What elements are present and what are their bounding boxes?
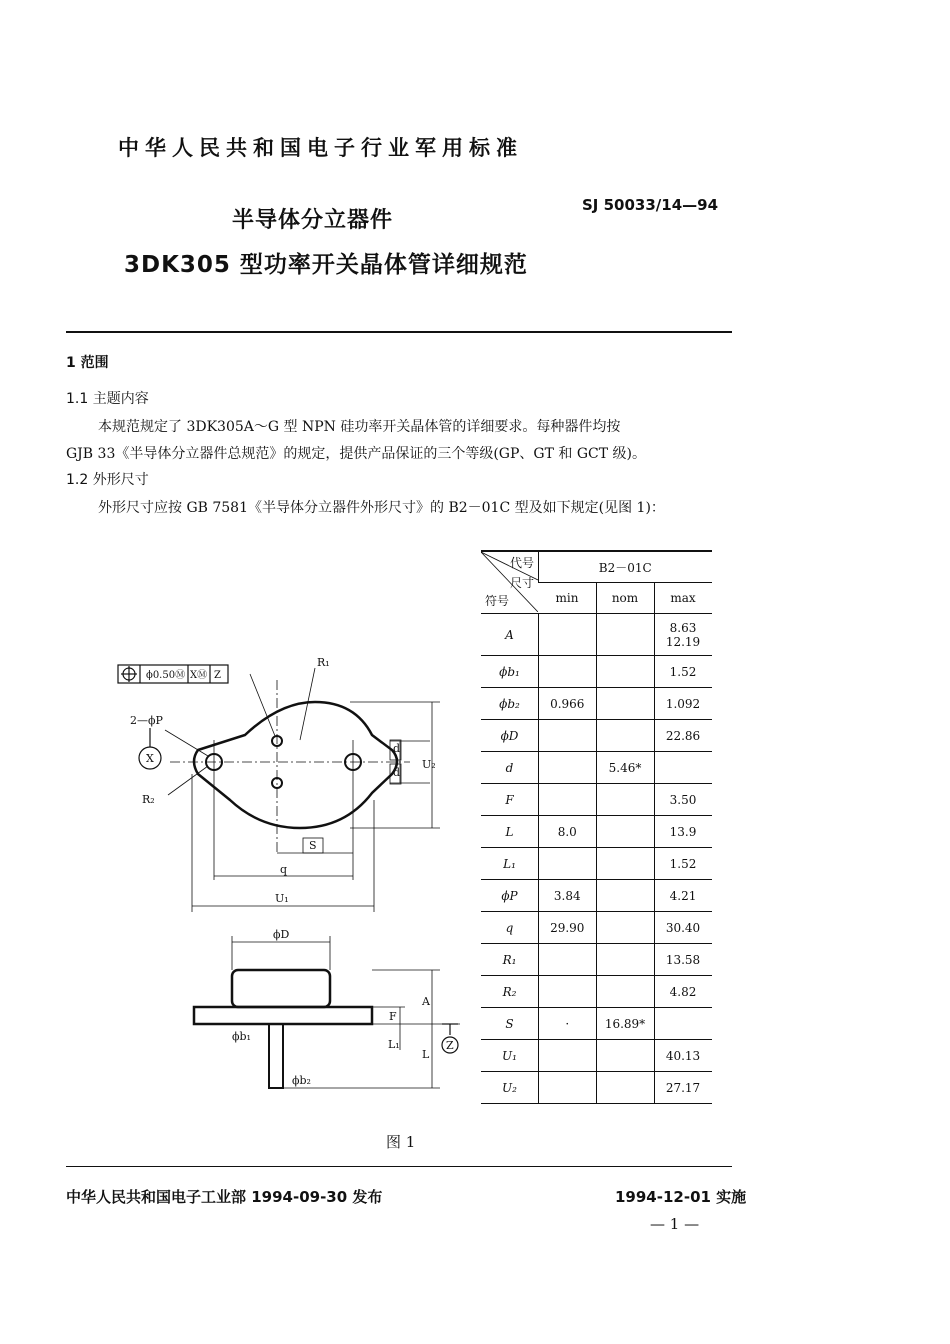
cell-max: 13.9	[654, 816, 712, 848]
cell-min: ·	[539, 1008, 597, 1040]
tolerance-datum: Z	[214, 670, 221, 681]
cell-sym: L	[481, 816, 539, 848]
cell-max: 3.50	[654, 784, 712, 816]
cell-max: 1.52	[654, 848, 712, 880]
package-outline-figure	[110, 640, 480, 1100]
cell-max	[654, 752, 712, 784]
cell-nom	[596, 912, 654, 944]
package-lead	[269, 1024, 283, 1088]
cell-max: 22.86	[654, 720, 712, 752]
package-top-view	[194, 702, 397, 828]
label-d-upper: d	[393, 742, 401, 755]
cell-min	[539, 614, 597, 656]
cell-sym: ϕb₂	[481, 688, 539, 720]
publish-info: 中华人民共和国电子工业部 1994-09-30 发布	[66, 1188, 383, 1206]
label-U2: U₂	[422, 758, 436, 771]
label-R1: R₁	[317, 656, 330, 669]
cell-max	[654, 1008, 712, 1040]
cell-max: 30.40	[654, 912, 712, 944]
label-R2: R₂	[142, 793, 155, 806]
cell-min: 3.84	[539, 880, 597, 912]
cell-max-line2: 12.19	[665, 634, 701, 649]
table-row	[481, 1072, 712, 1104]
table-row	[481, 848, 712, 880]
cell-min: 8.0	[539, 816, 597, 848]
cell-nom	[596, 944, 654, 976]
header-package: B2－01C	[539, 551, 712, 583]
header-code: 代号	[509, 556, 534, 570]
cell-max	[654, 614, 712, 656]
table-row	[481, 752, 712, 784]
label-A: A	[422, 995, 430, 1008]
cell-nom: 5.46*	[596, 752, 654, 784]
cell-sym: R₂	[481, 976, 539, 1008]
section-1-1-title: 1.1 主题内容	[66, 391, 149, 407]
dimensions-table-body	[481, 614, 712, 1104]
cell-nom	[596, 1072, 654, 1104]
header-symbol: 符号	[485, 594, 510, 608]
cell-max: 13.58	[654, 944, 712, 976]
label-F: F	[389, 1010, 397, 1023]
page-number: — 1 —	[650, 1215, 700, 1233]
cell-sym: d	[481, 752, 539, 784]
header-min: min	[539, 583, 597, 614]
cell-min	[539, 752, 597, 784]
package-side-flange	[194, 1007, 372, 1024]
label-d-lower: d	[393, 766, 401, 779]
cell-nom: 16.89*	[596, 1008, 654, 1040]
cell-sym: F	[481, 784, 539, 816]
table-row	[481, 944, 712, 976]
cell-nom	[596, 720, 654, 752]
figure-caption: 图 1	[386, 1133, 416, 1151]
cell-sym: ϕb₁	[481, 656, 539, 688]
cell-max: 1.092	[654, 688, 712, 720]
label-S: S	[309, 839, 317, 852]
cell-nom	[596, 976, 654, 1008]
section-1-2-text: 外形尺寸应按 GB 7581《半导体分立器件外形尺寸》的 B2－01C 型及如下规定(见图 1)：	[98, 500, 665, 516]
cell-sym: U₁	[481, 1040, 539, 1072]
table-row	[481, 912, 712, 944]
label-L1: L₁	[388, 1038, 400, 1051]
cell-sym: ϕP	[481, 880, 539, 912]
cell-sym: ϕD	[481, 720, 539, 752]
cell-sym: q	[481, 912, 539, 944]
section-1-title: 1 范围	[66, 355, 109, 371]
cell-min	[539, 720, 597, 752]
table-row	[481, 614, 712, 656]
label-Z: Z	[446, 1039, 454, 1052]
cell-max: 4.21	[654, 880, 712, 912]
cell-min	[539, 944, 597, 976]
header-max: max	[654, 583, 712, 614]
cell-min	[539, 784, 597, 816]
label-2P: 2—ϕP	[130, 714, 163, 727]
header-nom: nom	[596, 583, 654, 614]
cell-sym: L₁	[481, 848, 539, 880]
table-row	[481, 1040, 712, 1072]
cell-min	[539, 1072, 597, 1104]
cell-sym: R₁	[481, 944, 539, 976]
cell-min: 29.90	[539, 912, 597, 944]
section-1-1-text-line1: 本规范规定了 3DK305A～G 型 NPN 硅功率开关晶体管的详细要求。每种器件均按	[98, 419, 621, 435]
table-row	[481, 880, 712, 912]
cell-nom	[596, 784, 654, 816]
label-b1: ϕb₁	[232, 1030, 251, 1043]
cell-min	[539, 848, 597, 880]
effective-date: 1994-12-01 实施	[615, 1188, 747, 1206]
cell-nom	[596, 816, 654, 848]
cell-nom	[596, 656, 654, 688]
standard-number: SJ 50033/14—94	[582, 196, 719, 214]
cell-min	[539, 1040, 597, 1072]
cell-nom	[596, 614, 654, 656]
cell-sym: U₂	[481, 1072, 539, 1104]
header-dim: 尺寸	[509, 576, 534, 590]
cell-max-line1: 8.63	[669, 620, 697, 635]
table-row	[481, 1008, 712, 1040]
document-title-line1: 半导体分立器件	[232, 208, 394, 233]
label-q: q	[280, 863, 288, 876]
package-side-cap	[232, 970, 330, 1007]
cell-min	[539, 976, 597, 1008]
cell-min	[539, 656, 597, 688]
label-L: L	[422, 1048, 430, 1061]
label-X: X	[146, 752, 154, 765]
cell-min: 0.966	[539, 688, 597, 720]
table-row	[481, 976, 712, 1008]
section-1-2-title: 1.2 外形尺寸	[66, 472, 149, 488]
cell-max: 1.52	[654, 656, 712, 688]
footer-rule	[66, 1166, 732, 1167]
cell-nom	[596, 848, 654, 880]
cell-max: 27.17	[654, 1072, 712, 1104]
label-b2: ϕb₂	[292, 1074, 311, 1087]
table-row	[481, 784, 712, 816]
tolerance-ref: XⓂ	[190, 670, 208, 681]
standard-category: 中华人民共和国电子行业军用标准	[118, 136, 523, 160]
section-1-1-text-line2: GJB 33《半导体分立器件总规范》的规定，提供产品保证的三个等级(GP、GT 和 GCT 级)。	[66, 446, 646, 462]
tolerance-value: ϕ0.50Ⓜ	[146, 670, 186, 681]
label-D: ϕD	[273, 928, 290, 941]
table-row	[481, 656, 712, 688]
cell-sym: S	[481, 1008, 539, 1040]
cell-max: 4.82	[654, 976, 712, 1008]
cell-nom	[596, 880, 654, 912]
cell-nom	[596, 688, 654, 720]
cell-sym: A	[481, 614, 539, 656]
table-row	[481, 816, 712, 848]
cell-nom	[596, 1040, 654, 1072]
document-title-line2: 3DK305 型功率开关晶体管详细规范	[124, 252, 528, 278]
dimensions-table	[481, 550, 712, 1104]
table-row	[481, 688, 712, 720]
cell-max: 40.13	[654, 1040, 712, 1072]
header-corner-cell	[481, 551, 539, 614]
header-rule	[66, 331, 732, 333]
table-row	[481, 720, 712, 752]
label-U1: U₁	[275, 892, 289, 905]
